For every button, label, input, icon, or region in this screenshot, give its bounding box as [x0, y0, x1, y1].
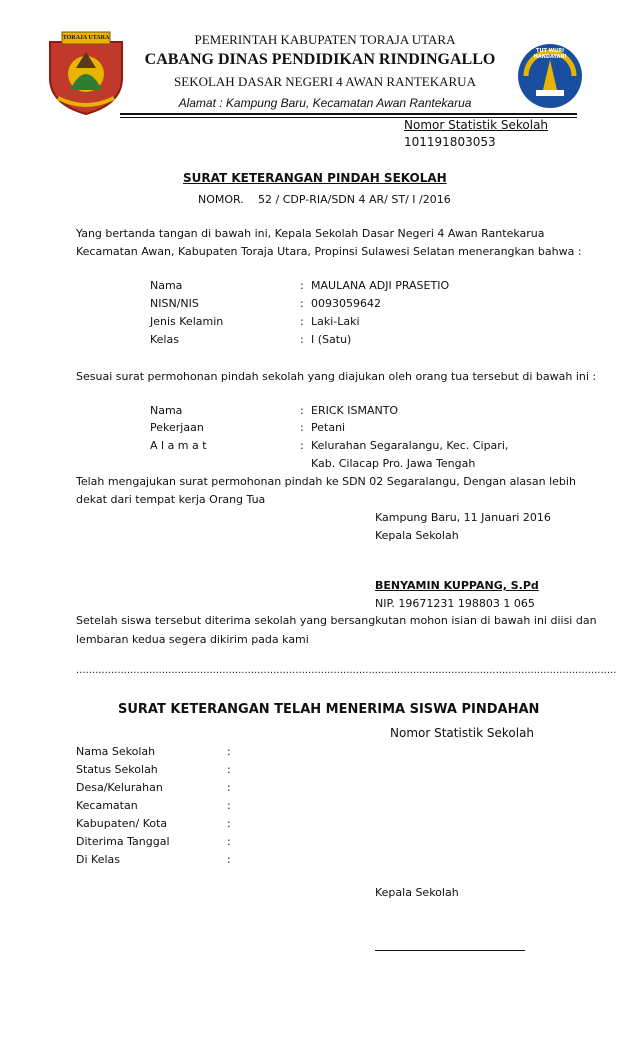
header-address: Alamat : Kampung Baru, Kecamatan Awan Rantekarua: [178, 96, 472, 110]
colon: :: [300, 421, 304, 434]
regency-logo-text: TORAJA UTARA: [62, 35, 110, 41]
cut-line: ..........................................................................................................................................................................: [76, 665, 617, 676]
parent-name-value: ERICK ISMANTO: [311, 404, 399, 417]
field-date-received-label: Diterima Tanggal: [76, 835, 170, 848]
receipt-title: SURAT KETERANGAN TELAH MENERIMA SISWA PINDAHAN: [118, 702, 540, 717]
header-office: CABANG DINAS PENDIDIKAN RINDINGALLO: [144, 51, 496, 68]
intro-line-2: Kecamatan Awan, Kabupaten Toraja Utara, Propinsi Sulawesi Selatan menerangkan bahwa :: [76, 245, 582, 258]
signer-position: Kepala Sekolah: [375, 529, 459, 542]
colon: :: [300, 297, 304, 310]
signer-nip: NIP. 19671231 198803 1 065: [375, 597, 535, 610]
parent-address-value: Kelurahan Segaralangu, Kec. Cipari,: [311, 439, 509, 452]
regency-logo: [40, 28, 132, 116]
student-name-label: Nama: [150, 279, 183, 292]
parent-intro: Sesuai surat permohonan pindah sekolah yang diajukan oleh orang tua tersebut di bawah ini :: [76, 370, 597, 383]
letter-number-label: NOMOR.: [198, 193, 244, 206]
student-class-label: Kelas: [150, 333, 179, 346]
field-village-label: Desa/Kelurahan: [76, 781, 163, 794]
field-school-name-label: Nama Sekolah: [76, 745, 156, 758]
closing-line-1: Setelah siswa tersebut diterima sekolah yang bersangkutan mohon isian di bawah ini diisi dan: [76, 614, 597, 627]
colon: :: [300, 315, 304, 328]
ministry-logo-text: TUT WURI HANDAYANI: [533, 48, 567, 60]
colon: :: [227, 835, 231, 848]
field-regency-label: Kabupaten/ Kota: [76, 817, 168, 830]
letter-title: SURAT KETERANGAN PINDAH SEKOLAH: [183, 171, 447, 185]
closing-line-2: lembaran kedua segera dikirim pada kami: [76, 633, 309, 646]
parent-job-label: Pekerjaan: [150, 421, 204, 434]
receipt-signer-position: Kepala Sekolah: [375, 886, 459, 899]
receipt-npsn-label: Nomor Statistik Sekolah: [390, 726, 535, 740]
place-date: Kampung Baru, 11 Januari 2016: [375, 511, 551, 524]
request-line-1: Telah mengajukan surat permohonan pindah ke SDN 02 Segaralangu, Dengan alasan lebih: [76, 475, 576, 488]
npsn-value: 101191803053: [404, 135, 496, 149]
field-school-status-label: Status Sekolah: [76, 763, 158, 776]
student-gender-value: Laki-Laki: [311, 315, 360, 328]
student-nisn-value: 0093059642: [311, 297, 381, 310]
npsn-label: Nomor Statistik Sekolah: [404, 118, 549, 132]
letter-number-value: 52 / CDP-RIA/SDN 4 AR/ ST/ I /2016: [258, 193, 451, 206]
student-class-value: I (Satu): [311, 333, 352, 346]
colon: :: [227, 853, 231, 866]
colon: :: [227, 799, 231, 812]
student-gender-label: Jenis Kelamin: [150, 315, 224, 328]
header-government: PEMERINTAH KABUPATEN TORAJA UTARA: [194, 32, 456, 47]
parent-address-label: A l a m a t: [150, 439, 207, 452]
student-name-value: MAULANA ADJI PRASETIO: [311, 279, 450, 292]
intro-line-1: Yang bertanda tangan di bawah ini, Kepala Sekolah Dasar Negeri 4 Awan Rantekarua: [76, 227, 545, 240]
colon: :: [300, 439, 304, 452]
colon: :: [227, 763, 231, 776]
signer-name: BENYAMIN KUPPANG, S.Pd: [375, 579, 539, 592]
colon: :: [300, 279, 304, 292]
request-line-2: dekat dari tempat kerja Orang Tua: [76, 493, 266, 506]
colon: :: [227, 745, 231, 758]
colon: :: [227, 781, 231, 794]
field-class-label: Di Kelas: [76, 853, 120, 866]
header-school: SEKOLAH DASAR NEGERI 4 AWAN RANTEKARUA: [174, 74, 476, 89]
colon: :: [300, 404, 304, 417]
parent-name-label: Nama: [150, 404, 183, 417]
field-district-label: Kecamatan: [76, 799, 138, 812]
parent-address-value-2: Kab. Cilacap Pro. Jawa Tengah: [311, 457, 476, 470]
colon: :: [300, 333, 304, 346]
signature-line: [375, 950, 525, 951]
parent-job-value: Petani: [311, 421, 346, 434]
student-nisn-label: NISN/NIS: [150, 297, 199, 310]
letterhead-rule-thick: [120, 113, 577, 115]
colon: :: [227, 817, 231, 830]
